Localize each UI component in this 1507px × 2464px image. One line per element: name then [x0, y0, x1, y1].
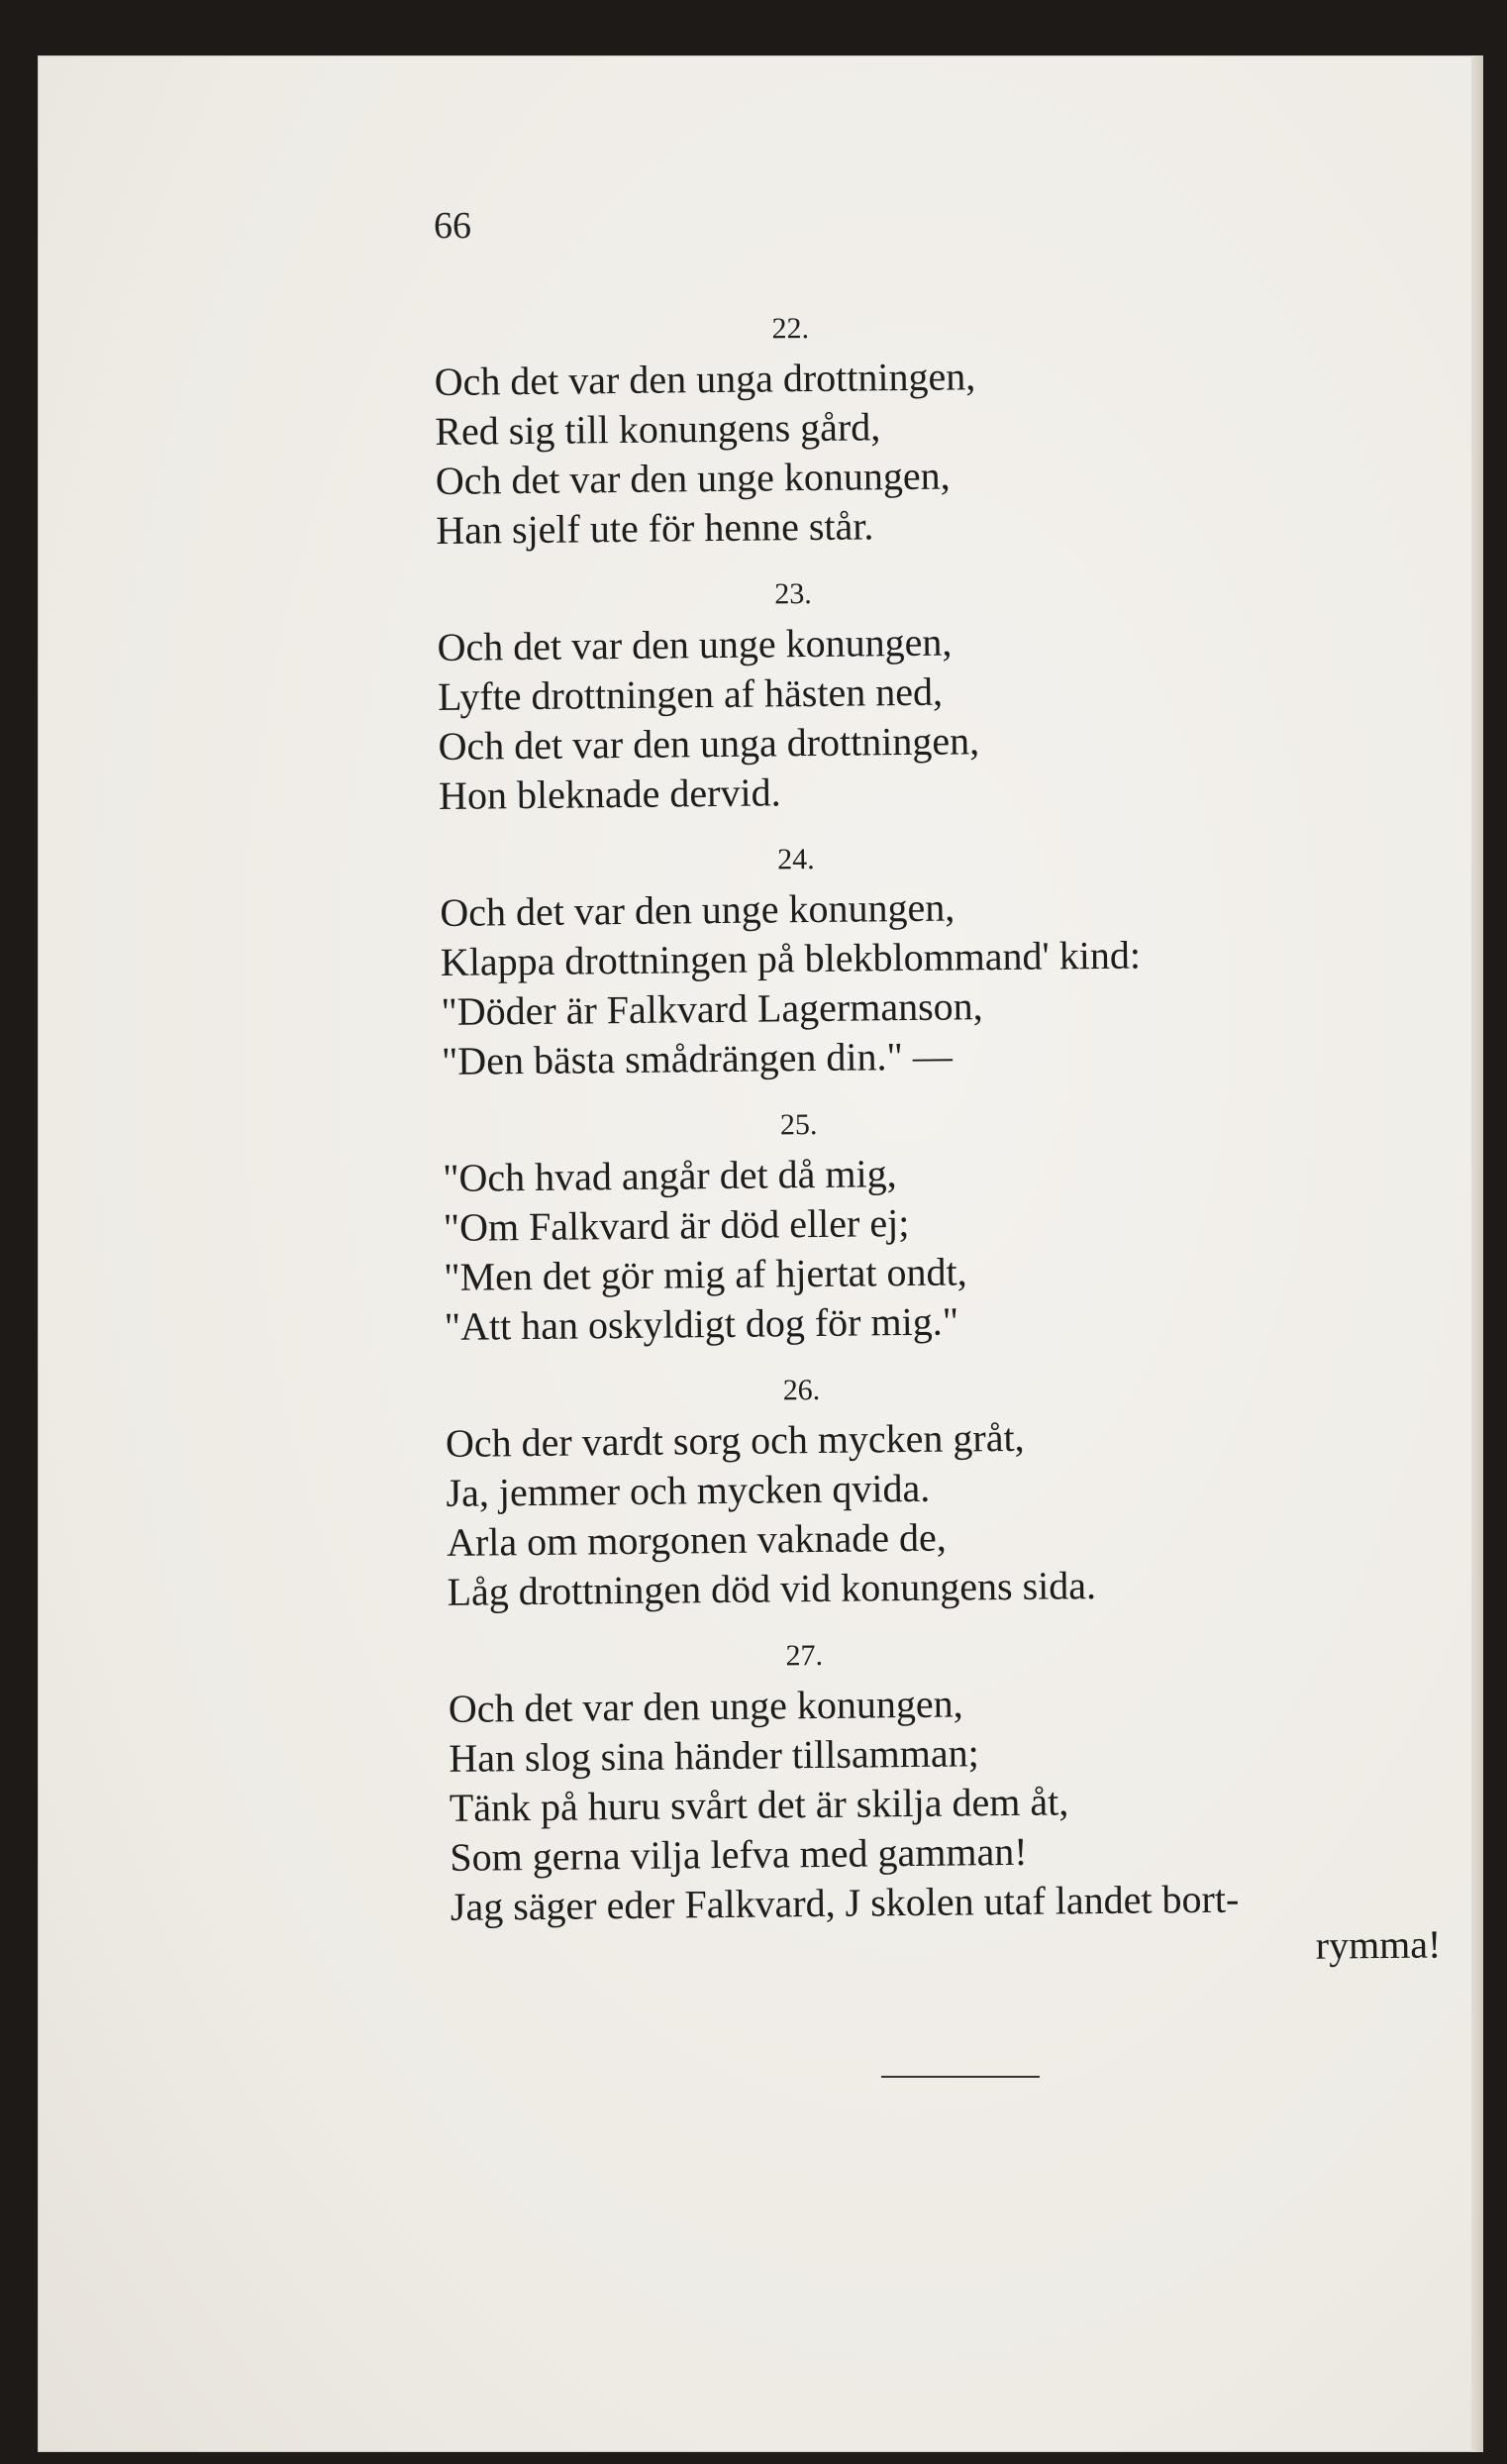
- stanza-number: 23.: [774, 577, 812, 611]
- stanza-26: [445, 1359, 1477, 1617]
- verse-line: Arla om morgonen vaknade de,: [446, 1514, 947, 1565]
- verse-line: Red sig till konungens gård,: [435, 404, 881, 454]
- stanza-number: 27.: [785, 1638, 824, 1673]
- verse-line: "Men det gör mig af hjertat ondt,: [444, 1249, 967, 1299]
- end-rule-divider: [881, 2076, 1040, 2078]
- verse-line: Han slog sina händer tillsamman;: [449, 1730, 979, 1781]
- verse-line: "Att han oskyldigt dog för mig.": [444, 1298, 959, 1349]
- stanza-number: 25.: [779, 1107, 818, 1142]
- verse-line: "Och hvad angår det då mig,: [442, 1151, 897, 1200]
- verse-line: Och det var den unge konungen,: [435, 453, 951, 503]
- verse-line: Lyfte drottningen af hästen ned,: [437, 668, 944, 719]
- stanza-25: [442, 1093, 1474, 1352]
- verse-line: Och der vardt sorg och mycken gråt,: [445, 1414, 1025, 1466]
- verse-line: Och det var den unga drottningen,: [434, 354, 976, 404]
- stanza-number: 24.: [776, 843, 815, 876]
- verse-line: Och det var den unge konungen,: [448, 1681, 963, 1731]
- verse-line: Som gerna vilja lefva med gamman!: [450, 1828, 1028, 1880]
- verse-line: "Döder är Falkvard Lagermanson,: [441, 983, 983, 1034]
- verse-line: Och det var den unge konungen,: [440, 884, 955, 935]
- book-page: [38, 55, 1483, 2452]
- verse-line: Klappa drottningen på blekblommand' kind:: [440, 932, 1142, 984]
- verse-line-overflow: rymma!: [1315, 1921, 1442, 1968]
- page-number: 66: [434, 205, 471, 247]
- stanza-number: 26.: [782, 1373, 821, 1407]
- verse-line: Tänk på huru svårt det är skilja dem åt,: [449, 1779, 1069, 1830]
- verse-line: Och det var den unga drottningen,: [438, 718, 980, 769]
- verse-line-final: Jag säger eder Falkvard, J skolen utaf landet bort-: [450, 1876, 1240, 1929]
- verse-line: Och det var den unge konungen,: [437, 619, 953, 669]
- stanza-24: [440, 828, 1472, 1086]
- stanza-23: [437, 563, 1469, 821]
- verse-line: Ja, jemmer och mycken qvida.: [446, 1465, 931, 1515]
- verse-line: "Om Falkvard är död eller ej;: [443, 1200, 910, 1250]
- verse-line: Hon bleknade dervid.: [438, 770, 781, 818]
- verse-line: "Den bästa smådrängen din." —: [441, 1033, 954, 1083]
- stanza-number: 22.: [771, 312, 810, 346]
- verse-line: Låg drottningen död vid konungens sida.: [447, 1563, 1097, 1614]
- stanza-22: [434, 297, 1466, 556]
- stanza-27: [448, 1624, 1481, 1978]
- poem-text: [434, 297, 1481, 1996]
- verse-line: Han sjelf ute för henne står.: [436, 503, 874, 553]
